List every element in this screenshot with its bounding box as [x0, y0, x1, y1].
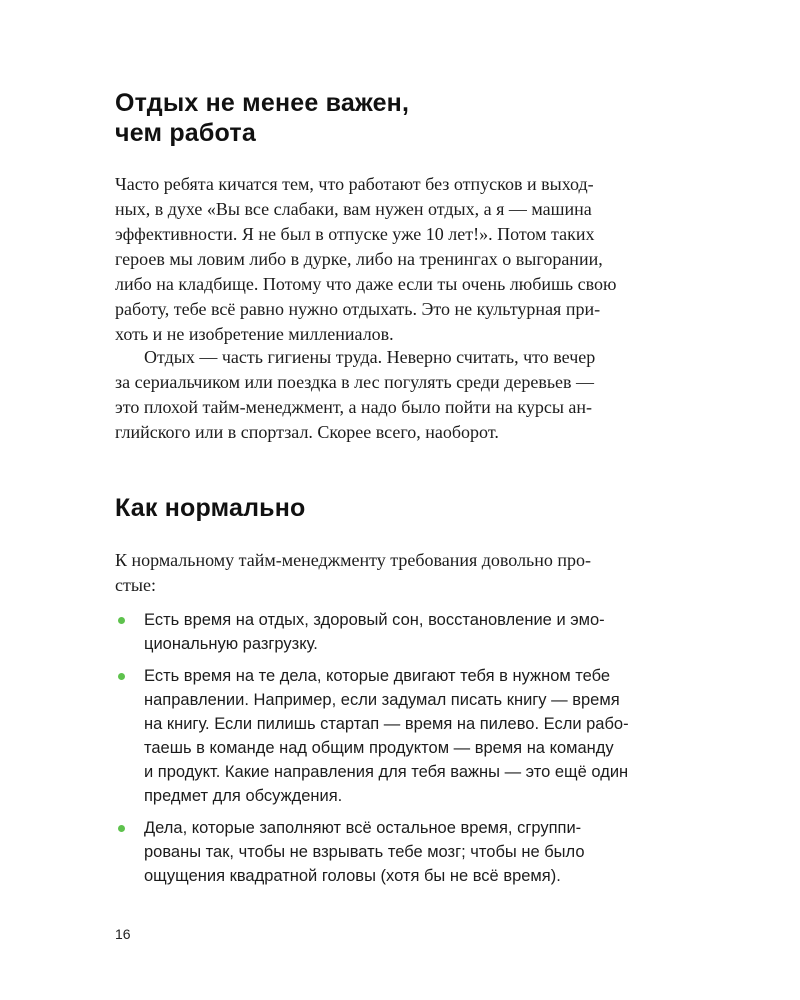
text-line: героев мы ловим либо в дурке, либо на тренингах о выгорании, [115, 249, 603, 269]
bullet-text [144, 608, 605, 656]
text-line: глийского или в спортзал. Скорее всего, наоборот. [115, 422, 499, 442]
text-line: Есть время на те дела, которые двигают тебя в нужном тебе [144, 667, 611, 685]
section-heading-normal: Как нормально [115, 494, 306, 522]
text-line: направлении. Например, если задумал писать книгу — время [144, 691, 620, 709]
section-heading-rest [115, 88, 635, 148]
text-line: работу, тебе всё равно нужно отдыхать. Это не культурная при- [115, 299, 601, 319]
bullet-dot-icon [118, 825, 125, 832]
text-line: Отдых — часть гигиены труда. Неверно считать, что вечер [144, 347, 596, 367]
paragraph-requirements-intro [115, 548, 591, 598]
text-line: стые: [115, 575, 156, 595]
heading-line: Отдых не менее важен, [115, 89, 410, 117]
text-line: на книгу. Если пилишь стартап — время на пилево. Если рабо- [144, 715, 629, 733]
text-line: это плохой тайм-менеджмент, а надо было пойти на курсы ан- [115, 397, 593, 417]
text-line: циональную разгрузку. [144, 635, 318, 653]
text-line: ощущения квадратной головы (хотя бы не всё время). [144, 867, 561, 885]
page-number: 16 [115, 926, 131, 942]
heading-line: чем работа [115, 119, 256, 147]
bullet-text [144, 816, 585, 888]
text-line: Часто ребята кичатся тем, что работают без отпусков и выход- [115, 174, 594, 194]
paragraph-rest-intro [115, 172, 616, 347]
text-line: хоть и не изобретение миллениалов. [115, 324, 394, 344]
text-line: и продукт. Какие направления для тебя важны — это ещё один [144, 763, 629, 781]
text-line: либо на кладбище. Потому что даже если ты очень любишь свою [115, 274, 617, 294]
bullet-dot-icon [118, 617, 125, 624]
text-line: ных, в духе «Вы все слабаки, вам нужен отдых, а я — машина [115, 199, 592, 219]
text-line: предмет для обсуждения. [144, 787, 343, 805]
text-line: таешь в команде над общим продуктом — время на команду [144, 739, 614, 757]
bullet-dot-icon [118, 673, 125, 680]
text-line: за сериальчиком или поездка в лес погулять среди деревьев — [115, 372, 595, 392]
paragraph-rest-hygiene [115, 345, 595, 445]
text-line: эффективности. Я не был в отпуске уже 10 лет!». Потом таких [115, 224, 595, 244]
text-line: К нормальному тайм-менеджменту требования довольно про- [115, 550, 592, 570]
text-line: Есть время на отдых, здоровый сон, восстановление и эмо- [144, 611, 605, 629]
text-line: Дела, которые заполняют всё остальное время, сгруппи- [144, 819, 582, 837]
text-line: рованы так, чтобы не взрывать тебе мозг; чтобы не было [144, 843, 585, 861]
bullet-text [144, 664, 629, 808]
